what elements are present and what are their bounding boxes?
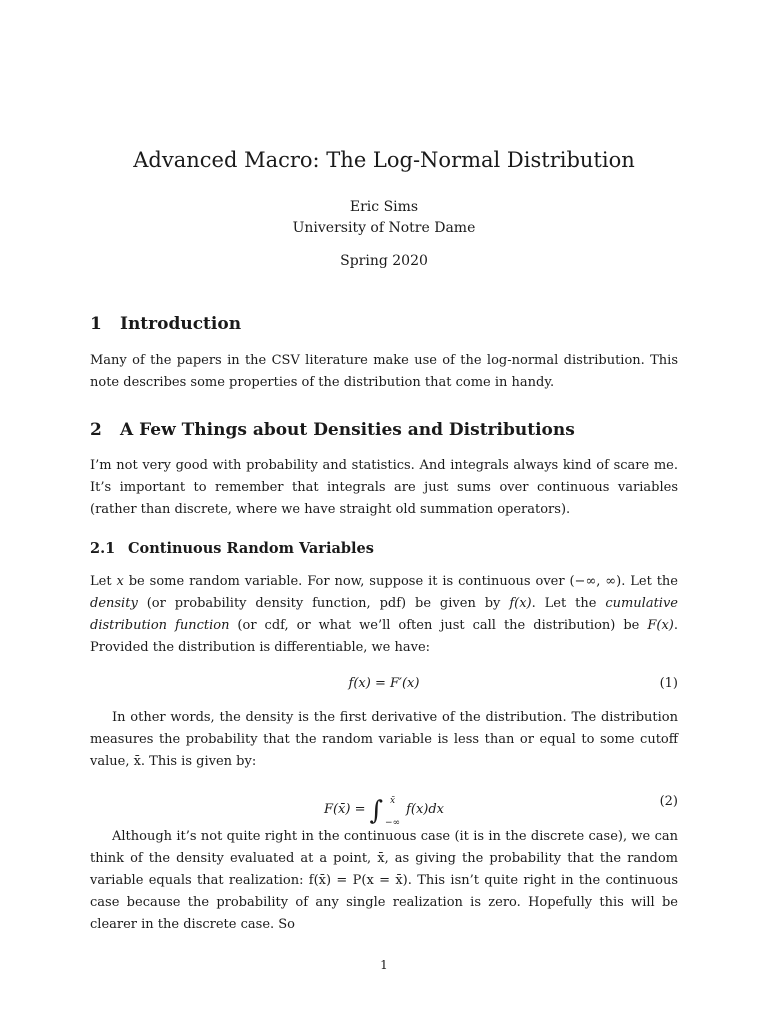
continuous-paragraph-3: Although it’s not quite right in the continuous case (it is in the discrete case), we can think of the density evaluated at a point, x̄, as giving the probability that the random variable equals that realization: f(x̄) = P(x = x̄). This isn’t quite right in the continuous case because the probability of any single realization is zero. Hopefully this will be clearer in the discrete case. So [90, 829, 678, 932]
section-heading-densities [90, 420, 575, 440]
integral-limits: x̄ −∞ [385, 796, 401, 828]
subsection-title: Continuous Random Variables [128, 540, 374, 557]
section-title: Introduction [120, 314, 242, 334]
section-number: 2 [90, 420, 102, 440]
cdf-term: cumulative distribution function [90, 596, 678, 633]
page-number: 1 [380, 958, 388, 972]
subsection-heading-continuous [90, 540, 374, 557]
paper-title: Advanced Macro: The Log-Normal Distribution [133, 148, 635, 172]
equation-1-body: f(x) = F′(x) [348, 676, 420, 691]
densities-paragraph: I’m not very good with probability and statistics. And integrals always kind of scare me. It’s important to remember that integrals are just sums over continuous variables (rather than discrete, where we have straight old summation operators). [90, 458, 678, 517]
subsection-number: 2.1 [90, 540, 116, 557]
section-number: 1 [90, 314, 102, 334]
continuous-paragraph-1: Let x be some random variable. For now, suppose it is continuous over (−∞, ∞). Let the density (or probability density function, pdf) be given by f(x). Let the cumulative distribution function (or cdf, or what we’ll often just call the distribution) be F(x). Provided the distribution is differentiable, we have: [90, 574, 678, 655]
introduction-paragraph: Many of the papers in the CSV literature make use of the log-normal distribution. This note describes some properties of the distribution that come in handy. [90, 353, 678, 390]
section-heading-introduction [90, 314, 241, 334]
density-term: density [90, 596, 138, 611]
equation-2-number: (2) [659, 794, 678, 809]
author-name: Eric Sims [349, 199, 419, 215]
author-affiliation: University of Notre Dame [292, 220, 476, 236]
equation-1-number: (1) [659, 676, 678, 691]
paper-date: Spring 2020 [340, 253, 428, 269]
section-title: A Few Things about Densities and Distributions [120, 420, 575, 440]
equation-2 [90, 784, 678, 828]
continuous-paragraph-2: In other words, the density is the first derivative of the distribution. The distribution measures the probability that the random variable is less than or equal to some cutoff value, x̄. This is given by: [90, 710, 678, 769]
equation-2-body: F(x̄) = ∫ x̄ −∞ f(x)dx [90, 790, 678, 834]
integral-sign: ∫ [369, 796, 384, 826]
